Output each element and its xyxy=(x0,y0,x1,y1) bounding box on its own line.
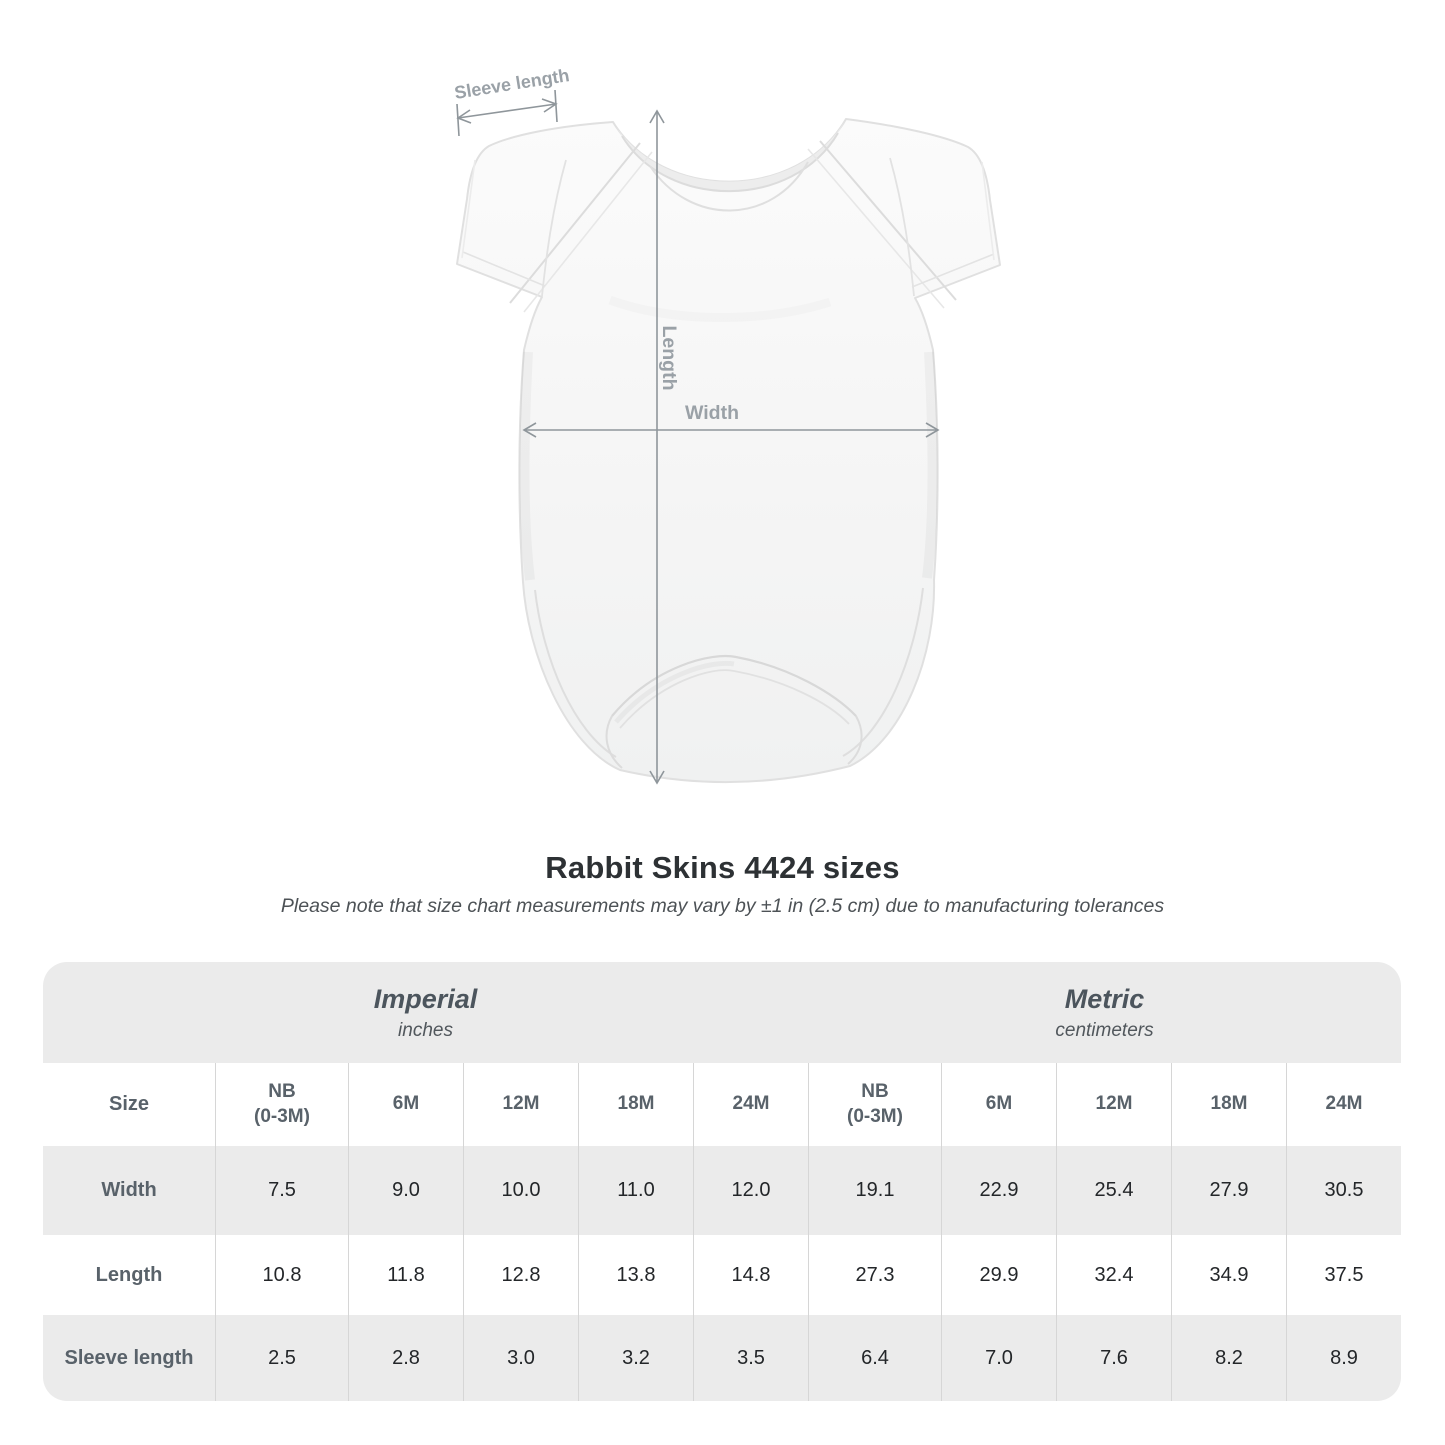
cell: 34.9 xyxy=(1171,1235,1286,1315)
width-label: Width xyxy=(685,402,739,424)
cell: 10.0 xyxy=(463,1146,578,1235)
sleeve-length-label: Sleeve length xyxy=(452,65,571,103)
cell: 9.0 xyxy=(348,1146,463,1235)
length-label: Length xyxy=(658,325,680,391)
cell: 11.8 xyxy=(348,1235,463,1315)
infant-bodysuit-shape xyxy=(457,119,1000,782)
cell: 12.8 xyxy=(463,1235,578,1315)
metric-label: Metric xyxy=(1064,983,1145,1014)
cell: 14.8 xyxy=(693,1235,808,1315)
row-label: Sleeve length xyxy=(64,1346,194,1369)
col-header-metric-nb: NB (0-3M) xyxy=(808,1063,941,1146)
tolerance-note: Please note that size chart measurements may vary by ±1 in (2.5 cm) due to manufacturing tolerances xyxy=(280,895,1165,917)
cell: 6.4 xyxy=(808,1315,941,1401)
cell: 27.3 xyxy=(808,1235,941,1315)
col-header-metric-6m: 6M xyxy=(941,1063,1056,1146)
cell: 2.5 xyxy=(215,1315,348,1401)
page-title: Rabbit Skins 4424 sizes xyxy=(545,850,900,885)
table-row-width xyxy=(43,1146,1401,1235)
metric-unit: centimeters xyxy=(1055,1019,1154,1041)
cell: 27.9 xyxy=(1171,1146,1286,1235)
cell: 10.8 xyxy=(215,1235,348,1315)
table-row-length xyxy=(43,1235,1401,1315)
col-header-metric-18m: 18M xyxy=(1171,1063,1286,1146)
cell: 11.0 xyxy=(578,1146,693,1235)
cell: 7.0 xyxy=(941,1315,1056,1401)
cell: 8.9 xyxy=(1286,1315,1401,1401)
cell: 37.5 xyxy=(1286,1235,1401,1315)
col-header-imperial-nb: NB (0-3M) xyxy=(215,1063,348,1146)
col-header-metric-12m: 12M xyxy=(1056,1063,1171,1146)
cell: 22.9 xyxy=(941,1146,1056,1235)
cell: 19.1 xyxy=(808,1146,941,1235)
metric-group-header xyxy=(808,962,1401,1063)
imperial-group-header xyxy=(43,962,808,1063)
cell: 12.0 xyxy=(693,1146,808,1235)
row-label: Width xyxy=(101,1179,157,1201)
corner-label: Size xyxy=(108,1093,150,1115)
unit-group-band xyxy=(43,962,1401,1063)
imperial-label: Imperial xyxy=(373,983,478,1014)
cell: 13.8 xyxy=(578,1235,693,1315)
cell: 3.2 xyxy=(578,1315,693,1401)
cell: 25.4 xyxy=(1056,1146,1171,1235)
cell: 30.5 xyxy=(1286,1146,1401,1235)
cell: 3.0 xyxy=(463,1315,578,1401)
cell: 8.2 xyxy=(1171,1315,1286,1401)
size-chart-table xyxy=(43,962,1401,1401)
size-header-row xyxy=(43,1063,1401,1146)
table-row-sleeve-length xyxy=(43,1315,1401,1401)
cell: 32.4 xyxy=(1056,1235,1171,1315)
col-header-imperial-6m: 6M xyxy=(348,1063,463,1146)
col-header-imperial-12m: 12M xyxy=(463,1063,578,1146)
row-label: Length xyxy=(95,1263,163,1286)
cell: 2.8 xyxy=(348,1315,463,1401)
cell: 7.6 xyxy=(1056,1315,1171,1401)
col-header-imperial-18m: 18M xyxy=(578,1063,693,1146)
col-header-imperial-24m: 24M xyxy=(693,1063,808,1146)
cell: 7.5 xyxy=(215,1146,348,1235)
imperial-unit: inches xyxy=(398,1019,453,1041)
cell: 29.9 xyxy=(941,1235,1056,1315)
col-header-metric-24m: 24M xyxy=(1286,1063,1401,1146)
cell: 3.5 xyxy=(693,1315,808,1401)
